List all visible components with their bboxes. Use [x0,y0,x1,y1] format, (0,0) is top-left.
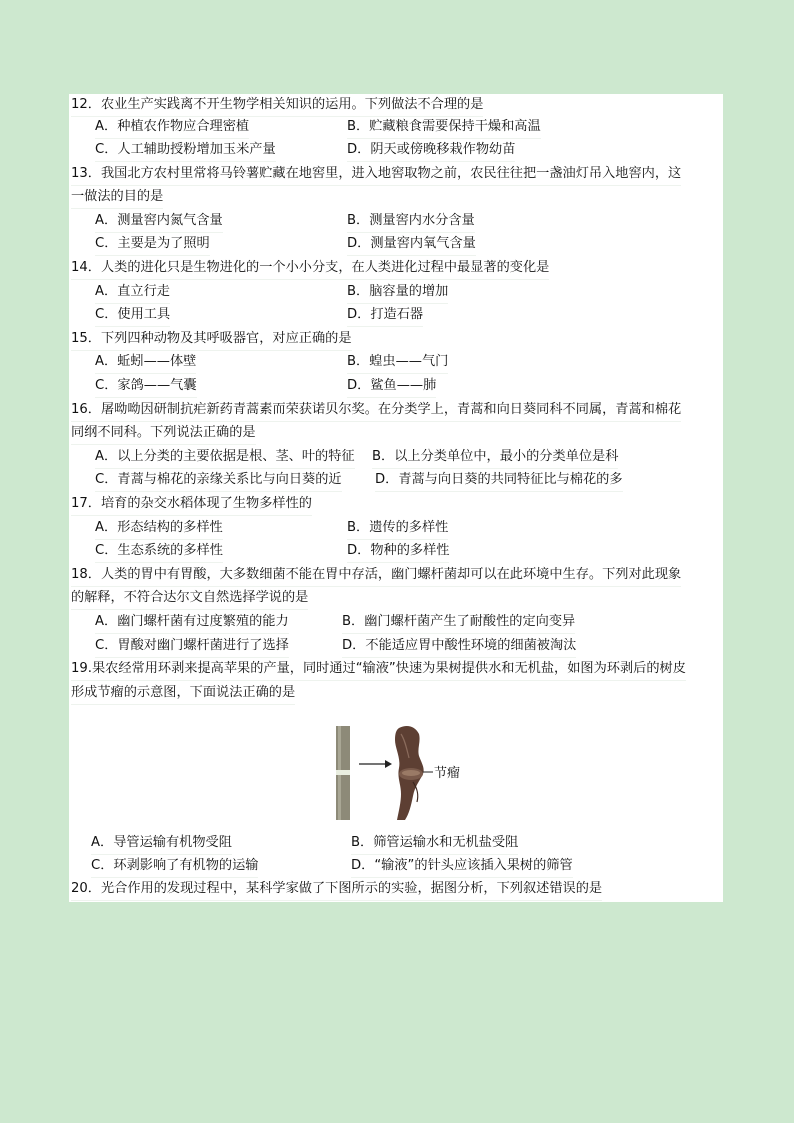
question-18-option-d: D．不能适应胃中酸性环境的细菌被淘汰 [342,635,576,658]
question-15-option-b: B．蝗虫——气门 [347,351,448,374]
question-16-option-c: C．青蒿与棉花的亲缘关系比与向日葵的近 [95,469,342,492]
question-15-stem: 15．下列四种动物及其呼吸器官，对应正确的是 [71,328,352,351]
question-19-option-b: B．筛管运输水和无机盐受阻 [351,832,518,855]
question-13-option-c: C．主要是为了照明 [95,233,210,256]
question-18-stem: 18．人类的胃中有胃酸，大多数细菌不能在胃中存活，幽门螺杆菌却可以在此环境中生存。下列对此现象 [71,564,681,587]
question-16-option-b: B．以上分类单位中，最小的分类单位是科 [372,446,618,469]
tree-bark-ring-figure [329,722,479,822]
question-14-stem: 14．人类的进化只是生物进化的一个小小分支，在人类进化过程中最显著的变化是 [71,257,549,280]
question-19-option-a: A．导管运输有机物受阻 [91,832,232,855]
question-15-option-d: D．鲨鱼——肺 [347,375,436,398]
question-13-option-b: B．测量窖内水分含量 [347,210,475,233]
question-14-option-d: D．打造石器 [347,304,423,327]
question-16-stem-cont: 同纲不同科。下列说法正确的是 [71,422,256,445]
question-17-option-a: A．形态结构的多样性 [95,517,223,540]
girdle-ring [336,770,350,775]
question-14-option-b: B．脑容量的增加 [347,281,448,304]
question-17-option-b: B．遗传的多样性 [347,517,448,540]
question-18-option-a: A．幽门螺杆菌有过度繁殖的能力 [95,611,289,634]
exam-paper [69,94,723,902]
question-17-option-c: C．生态系统的多样性 [95,540,223,563]
question-12-option-a: A．种植农作物应合理密植 [95,116,249,139]
question-19-option-c: C．环剥影响了有机物的运输 [91,855,258,878]
question-12-option-c: C．人工辅助授粉增加玉米产量 [95,139,276,162]
question-17-stem: 17．培育的杂交水稻体现了生物多样性的 [71,493,312,516]
question-19-option-d: D．“输液”的针头应该插入果树的筛管 [351,855,573,878]
question-15-option-a: A．蚯蚓——体壁 [95,351,196,374]
question-18-option-b: B．幽门螺杆菌产生了耐酸性的定向变异 [342,611,575,634]
question-18-option-c: C．胃酸对幽门螺杆菌进行了选择 [95,635,289,658]
bark-diagram [329,722,479,822]
question-14-option-a: A．直立行走 [95,281,170,304]
question-13-option-a: A．测量窖内氮气含量 [95,210,223,233]
question-14-option-c: C．使用工具 [95,304,170,327]
question-19-stem-cont: 形成节瘤的示意图，下面说法正确的是 [71,682,295,705]
question-16-option-d: D．青蒿与向日葵的共同特征比与棉花的多 [375,469,623,492]
question-16-option-a: A．以上分类的主要依据是根、茎、叶的特征 [95,446,355,469]
question-12-option-b: B．贮藏粮食需要保持干燥和高温 [347,116,541,139]
question-16-stem: 16．屠呦呦因研制抗疟新药青蒿素而荣获诺贝尔奖。在分类学上，青蒿和向日葵同科不同属，青蒿和棉花 [71,399,681,422]
node-label: 节瘤 [434,766,461,781]
question-18-stem-cont: 的解释，不符合达尔文自然选择学说的是 [71,587,308,610]
question-15-option-c: C．家鸽——气囊 [95,375,197,398]
question-13-option-d: D．测量窖内氧气含量 [347,233,476,256]
question-20-stem: 20．光合作用的发现过程中，某科学家做了下图所示的实验，据图分析，下列叙述错误的是 [71,878,602,901]
question-13-stem-cont: 一做法的目的是 [71,186,163,209]
question-17-option-d: D．物种的多样性 [347,540,449,563]
question-12-stem: 12．农业生产实践离不开生物学相关知识的运用。下列做法不合理的是 [71,94,483,117]
question-12-option-d: D．阴天或傍晚移栽作物幼苗 [347,139,515,162]
question-19-stem: 19.果农经常用环剥来提高苹果的产量，同时通过“输液”快速为果树提供水和无机盐，如图为环剥后的树皮 [71,658,686,681]
arrow-head-icon [385,760,392,768]
question-13-stem: 13．我国北方农村里常将马铃薯贮藏在地窖里，进入地窖取物之前，农民往往把一盏油灯吊入地窖内，这 [71,163,681,186]
